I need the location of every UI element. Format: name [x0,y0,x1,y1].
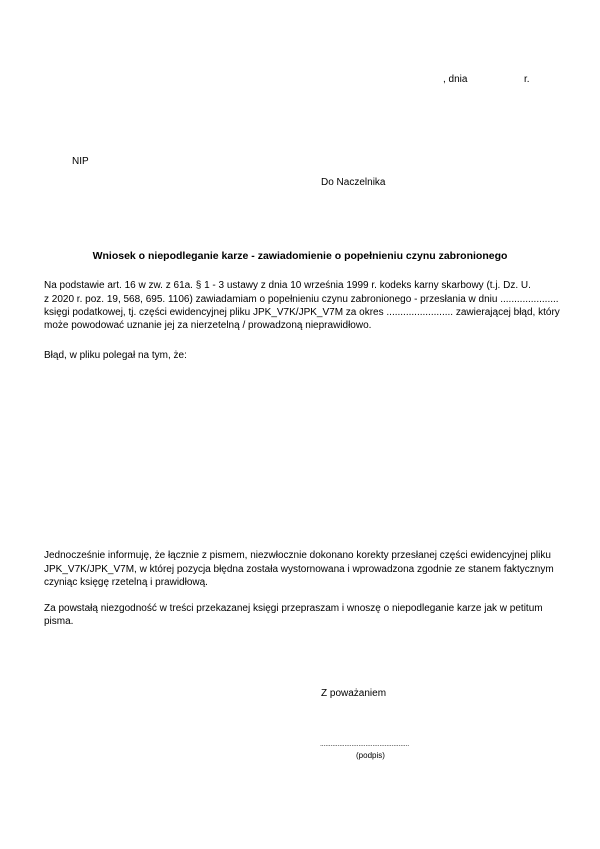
recipient-line: Do Naczelnika [321,177,386,188]
signature-caption: (podpis) [356,751,385,760]
paragraph-1-line-3: księgi podatkowej, tj. części ewidencyjnej pliku JPK_V7K/JPK_V7M za okres ........................ zawierającej błąd, który [44,307,560,318]
paragraph-1-line-2: z 2020 r. poz. 19, 568, 695. 1106) zawiadamiam o popełnieniu czynu zabronionego - przesłania w dniu ..................... [44,294,559,305]
paragraph-1-line-1: Na podstawie art. 16 w zw. z 61a. § 1 - 3 ustawy z dnia 10 września 1999 r. kodeks karny skarbowy (t.j. Dz. U. [44,280,531,291]
paragraph-4-line-1: Za powstałą niezgodność w treści przekazanej księgi przepraszam i wnoszę o niepodleganie karze jak w petitum [44,603,543,614]
paragraph-4-line-2: pisma. [44,616,74,627]
paragraph-1-line-4: może powodować uznanie jej za nierzetelną / prowadzoną nieprawidłowo. [44,320,372,331]
paragraph-3-line-3: czyniąc księgę rzetelną i prawidłową. [44,577,208,588]
error-description-label: Błąd, w pliku polegał na tym, że: [44,350,187,361]
paragraph-3-line-1: Jednocześnie informuję, że łącznie z pismem, niezwłocznie dokonano korekty przesłanej części ewidencyjnej pliku [44,550,551,561]
signature-line: ................................................... [320,741,409,748]
closing-regards: Z poważaniem [321,688,387,699]
date-prefix: , dnia [443,74,468,85]
nip-label: NIP [72,156,89,167]
document-title: Wniosek o niepodleganie karze - zawiadomienie o popełnieniu czynu zabronionego [92,250,508,262]
paragraph-3-line-2: JPK_V7K/JPK_V7M, w której pozycja błędna została wystornowana i wprowadzona zgodnie ze stanem faktycznym [44,564,554,575]
date-suffix: r. [524,74,530,85]
